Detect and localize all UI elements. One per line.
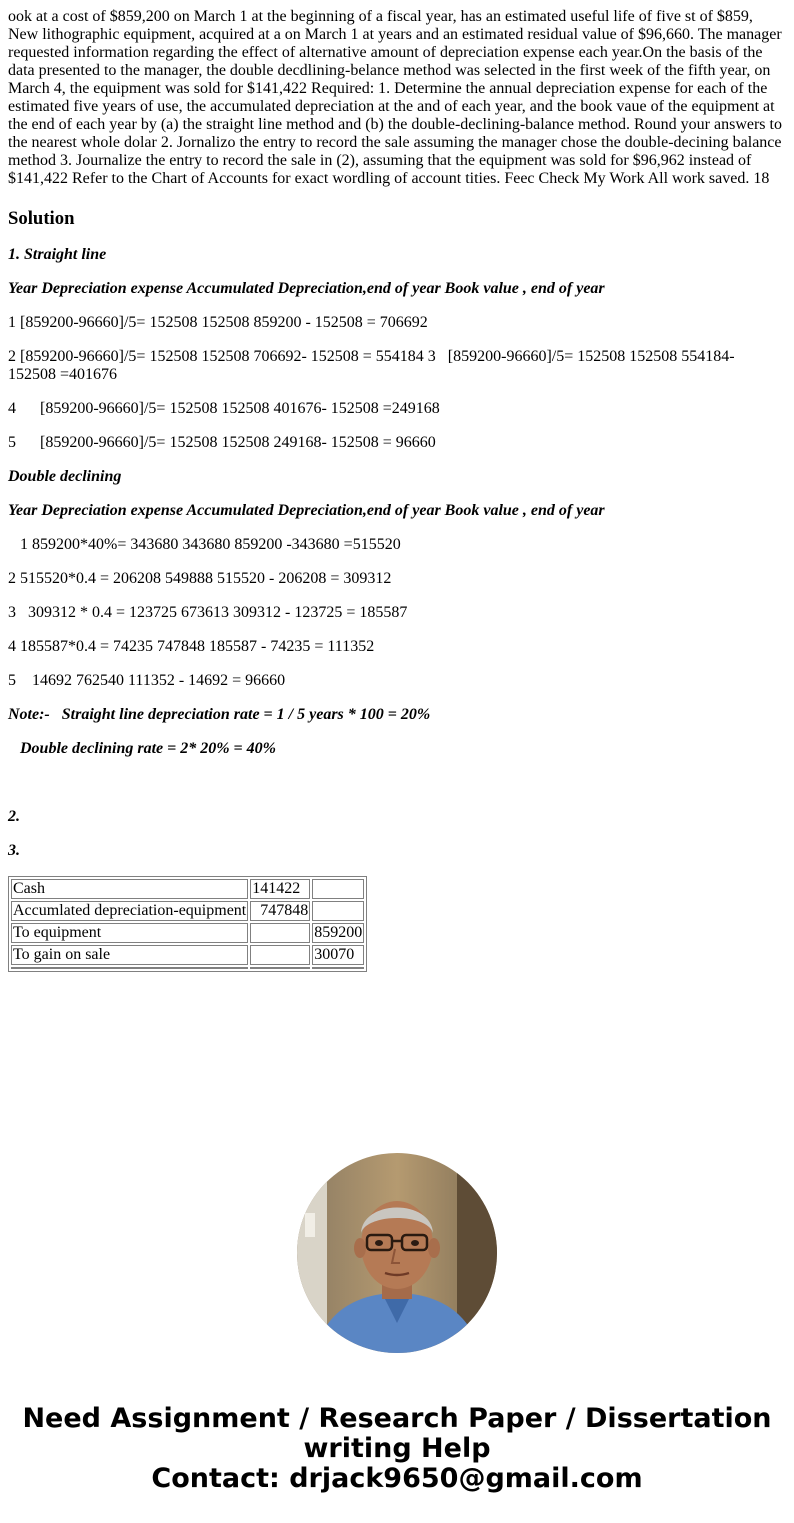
account-cell: To gain on sale: [11, 945, 248, 965]
journal-entry-table: [8, 876, 367, 972]
part-2-label: 2.: [8, 808, 20, 825]
note-line-2: Double declining rate = 2* 20% = 40%: [8, 740, 276, 757]
double-declining-row: 1 859200*40%= 343680 343680 859200 -343680 =515520: [8, 536, 401, 553]
straight-line-columns: Year Depreciation expense Accumulated Depreciation,end of year Book value , end of year: [8, 280, 605, 297]
table-row: [11, 901, 364, 921]
account-cell: Accumlated depreciation-equipment: [13, 902, 247, 919]
question-text: ook at a cost of $859,200 on March 1 at the beginning of a fiscal year, has an estimated useful life of five st of $859, New lithographic equipment, acquired at a on March 1 at years and an estimated residual value of $96,660. The manager requested information regarding the effect of alternative amount of depreciation expense each year.On the basis of the data presented to the manager, the double decdlining-belance method was selected in the first week of the fifth year, on March 4, the equipment was sold for $141,422 Required: 1. Determine the annual depreciation expense for each of the estimated five years of use, the accumulated depreciation at the and of each year, and the book vaue of the equipment at the end of each year by (a) the straight line method and (b) the double-declining-balance method. Round your answers to the nearest whole dolar 2. Jornalizo the entry to record the sale assuming the manager chose the double-decining balance method 3. Journalize the entry to record the sale in (2), assuming that the equipment was sold for $96,962 instead of $141,422 Refer to the Chart of Accounts for exact wordling of account tities. Feec Check My Work All work saved. 18: [8, 8, 782, 187]
double-declining-row: 5 14692 762540 111352 - 14692 = 96660: [8, 672, 286, 689]
credit-cell: [312, 901, 364, 921]
credit-cell: 30070: [312, 945, 364, 965]
double-declining-row: 4 185587*0.4 = 74235 747848 185587 - 74235 = 111352: [8, 638, 375, 655]
empty-cell: [312, 967, 364, 969]
debit-cell: 747848: [252, 902, 309, 919]
straight-line-row: 5 [859200-96660]/5= 152508 152508 249168- 152508 = 96660: [8, 434, 436, 451]
empty-cell: [250, 967, 310, 969]
footer-banner: [0, 1404, 794, 1494]
double-declining-heading: Double declining: [8, 468, 122, 485]
account-cell: To equipment: [11, 923, 248, 943]
footer-contact: Contact: drjack9650@gmail.com: [151, 1463, 643, 1494]
debit-cell: [250, 945, 310, 965]
straight-line-row: 2 [859200-96660]/5= 152508 152508 706692- 152508 = 554184 3 [859200-96660]/5= 152508 152508 554184- 152508 =401676: [8, 348, 739, 383]
debit-cell: 141422: [250, 879, 310, 899]
straight-line-row: 1 [859200-96660]/5= 152508 152508 859200 - 152508 = 706692: [8, 314, 428, 331]
straight-line-heading: 1. Straight line: [8, 246, 107, 263]
table-row: [11, 923, 364, 943]
note-line-1: Note:- Straight line depreciation rate = 1 / 5 years * 100 = 20%: [8, 706, 431, 723]
table-row: [11, 945, 364, 965]
empty-cell: [11, 967, 248, 969]
credit-cell: [312, 879, 364, 899]
solution-heading: Solution: [8, 208, 75, 229]
credit-cell: 859200: [314, 924, 363, 941]
straight-line-row: 4 [859200-96660]/5= 152508 152508 401676- 152508 =249168: [8, 400, 440, 417]
table-row-empty: [11, 967, 364, 969]
table-row: [11, 879, 364, 899]
spacer: [8, 774, 786, 792]
double-declining-row: 2 515520*0.4 = 206208 549888 515520 - 206208 = 309312: [8, 570, 392, 587]
part-3-label: 3.: [8, 842, 20, 859]
footer-line-1: Need Assignment / Research Paper / Dissertation: [22, 1403, 772, 1434]
double-declining-columns: Year Depreciation expense Accumulated Depreciation,end of year Book value , end of year: [8, 502, 605, 519]
solution-body: [8, 246, 786, 972]
double-declining-row: 3 309312 * 0.4 = 123725 673613 309312 - 123725 = 185587: [8, 604, 408, 621]
debit-cell: [250, 923, 310, 943]
author-photo: [297, 1153, 497, 1353]
author-portrait-illustration: [297, 1153, 497, 1353]
account-cell: Cash: [11, 879, 248, 899]
footer-line-2: writing Help: [303, 1433, 491, 1464]
